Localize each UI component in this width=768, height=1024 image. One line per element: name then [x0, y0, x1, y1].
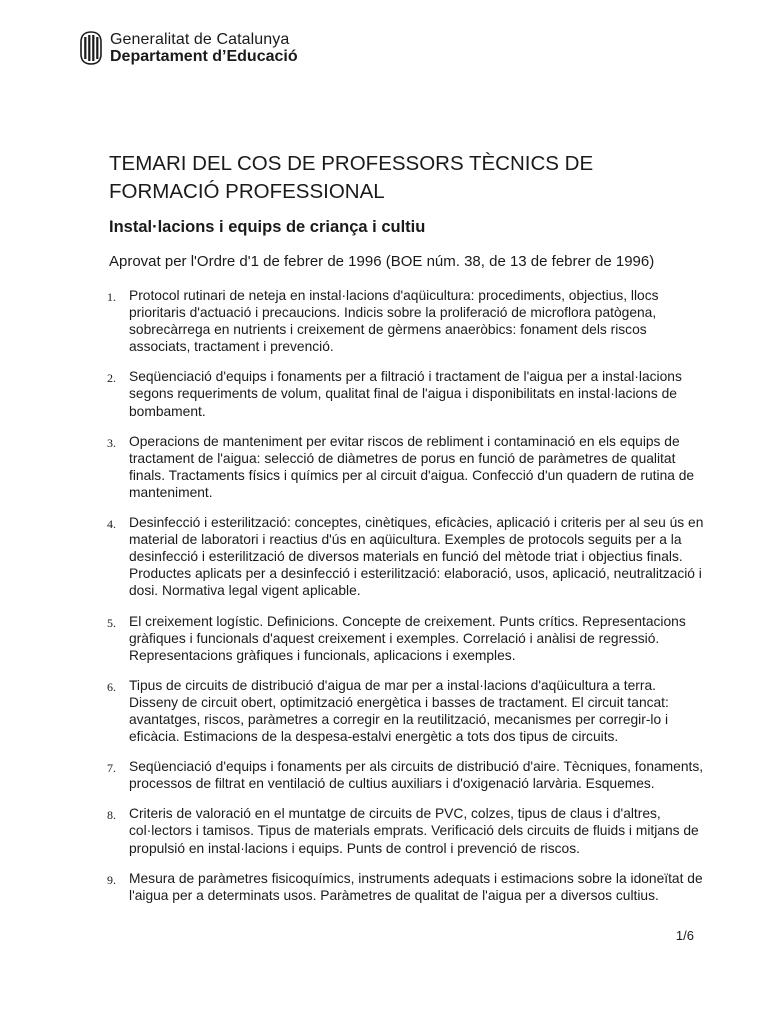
- catalonia-senyera-emblem-icon: [80, 31, 102, 65]
- topic-number: 6.: [107, 679, 116, 694]
- topic-number: 3.: [107, 435, 116, 450]
- topic-item: [107, 368, 707, 419]
- topic-item: [107, 287, 707, 355]
- topic-item: [107, 758, 707, 792]
- topic-text: Desinfecció i esterilització: conceptes, cinètiques, eficàcies, aplicació i criteris per al seu ús en material de laboratori i reactius d'ús en aqüicultura. Exemples de protocols seguits per a la desinfecció i esterilització de diversos materials en funció del mètode triat i objectius finals. Productes aplicats per a desinfecció i esterilització: elaboració, usos, aplicació, neutralització i dosi. Normativa legal vigent aplicable.: [129, 515, 704, 599]
- topic-number: 7.: [107, 761, 116, 776]
- organization-line-1: Generalitat de Catalunya: [110, 31, 290, 48]
- topic-number: 2.: [107, 371, 116, 386]
- topic-number: 9.: [107, 872, 116, 887]
- topic-text: Seqüenciació d'equips i fonaments per a filtració i tractament de l'aigua per a instal·lacions segons requeriments de volum, qualitat final de l'aigua i disponibilitats en instal·lacions de bombament.: [129, 369, 682, 419]
- topic-item: [107, 433, 707, 501]
- topic-text: Criteris de valoració en el muntatge de circuits de PVC, colzes, tipus de claus i d'altres, col·lectors i tamisos. Tipus de materials emprats. Verificació dels circuits de fluids i mitjans de propulsió en instal·lacions i equips. Punts de control i prevenció de riscos.: [129, 806, 699, 856]
- topic-text: Seqüenciació d'equips i fonaments per als circuits de distribució d'aire. Tècniques, fonaments, processos de filtrat en ventilació de cultius auxiliars i d'oxigenació larvària. Esquemes.: [129, 759, 704, 792]
- topic-text: Mesura de paràmetres fisicoquímics, instruments adequats i estimacions sobre la idoneïtat de l'aigua per a determinats usos. Paràmetres de qualitat de l'aigua per a diversos cultius.: [129, 870, 703, 903]
- topic-item: [107, 514, 707, 599]
- topic-item: [107, 805, 707, 856]
- page-number: 1/6: [675, 928, 694, 943]
- document-subtitle: Instal·lacions i equips de criança i cultiu: [109, 218, 426, 236]
- page-header: [80, 31, 298, 65]
- topic-number: 4.: [107, 517, 116, 532]
- topic-number: 8.: [107, 808, 116, 823]
- approval-note: Aprovat per l'Ordre d'1 de febrer de 1996 (BOE núm. 38, de 13 de febrer de 1996): [109, 253, 655, 270]
- organization-name: [110, 31, 298, 65]
- topic-number: 1.: [107, 290, 116, 304]
- topic-item: [107, 613, 707, 664]
- topic-text: El creixement logístic. Definicions. Concepte de creixement. Punts crítics. Representacions gràfiques i funcionals d'aquest creixement i exemples. Correlació i anàlisi de regressió. Representacions gràfiques i funcionals, aplicacions i exemples.: [129, 613, 686, 663]
- topic-item: [107, 870, 707, 904]
- topic-item: [107, 677, 707, 745]
- topic-text: Operacions de manteniment per evitar riscos de rebliment i contaminació en els equips de tractament de l'aigua: selecció de diàmetres de porus en funció de paràmetres de qualitat finals. Tractaments físics i químics per al circuit d'aigua. Confecció d'un quadern de rutina de manteniment.: [129, 433, 695, 500]
- topic-list: [107, 287, 707, 917]
- document-title: TEMARI DEL COS DE PROFESSORS TÈCNICS DE FORMACIÓ PROFESSIONAL: [109, 152, 594, 203]
- topic-number: 5.: [107, 615, 116, 630]
- organization-line-2: Departament d’Educació: [110, 48, 298, 65]
- topic-text: Protocol rutinari de neteja en instal·lacions d'aqüicultura: procediments, objectius, llocs prioritaris d'actuació i precaucions. Indicis sobre la proliferació de microflora patògena, sobrecàrrega en nutrients i creixement de gèrmens anaeròbics: fonament dels riscos associats, tractament i prevenció.: [129, 288, 659, 355]
- topic-text: Tipus de circuits de distribució d'aigua de mar per a instal·lacions d'aqüicultura a terra. Disseny de circuit obert, optimització energètica i basses de tractament. El circuit tancat: avantatges, riscos, paràmetres a corregir en la reutilització, mecanismes per corregir-lo i eficàcia. Estimacions de la despesa-estalvi energètic a tots dos tipus de circuits.: [129, 677, 669, 745]
